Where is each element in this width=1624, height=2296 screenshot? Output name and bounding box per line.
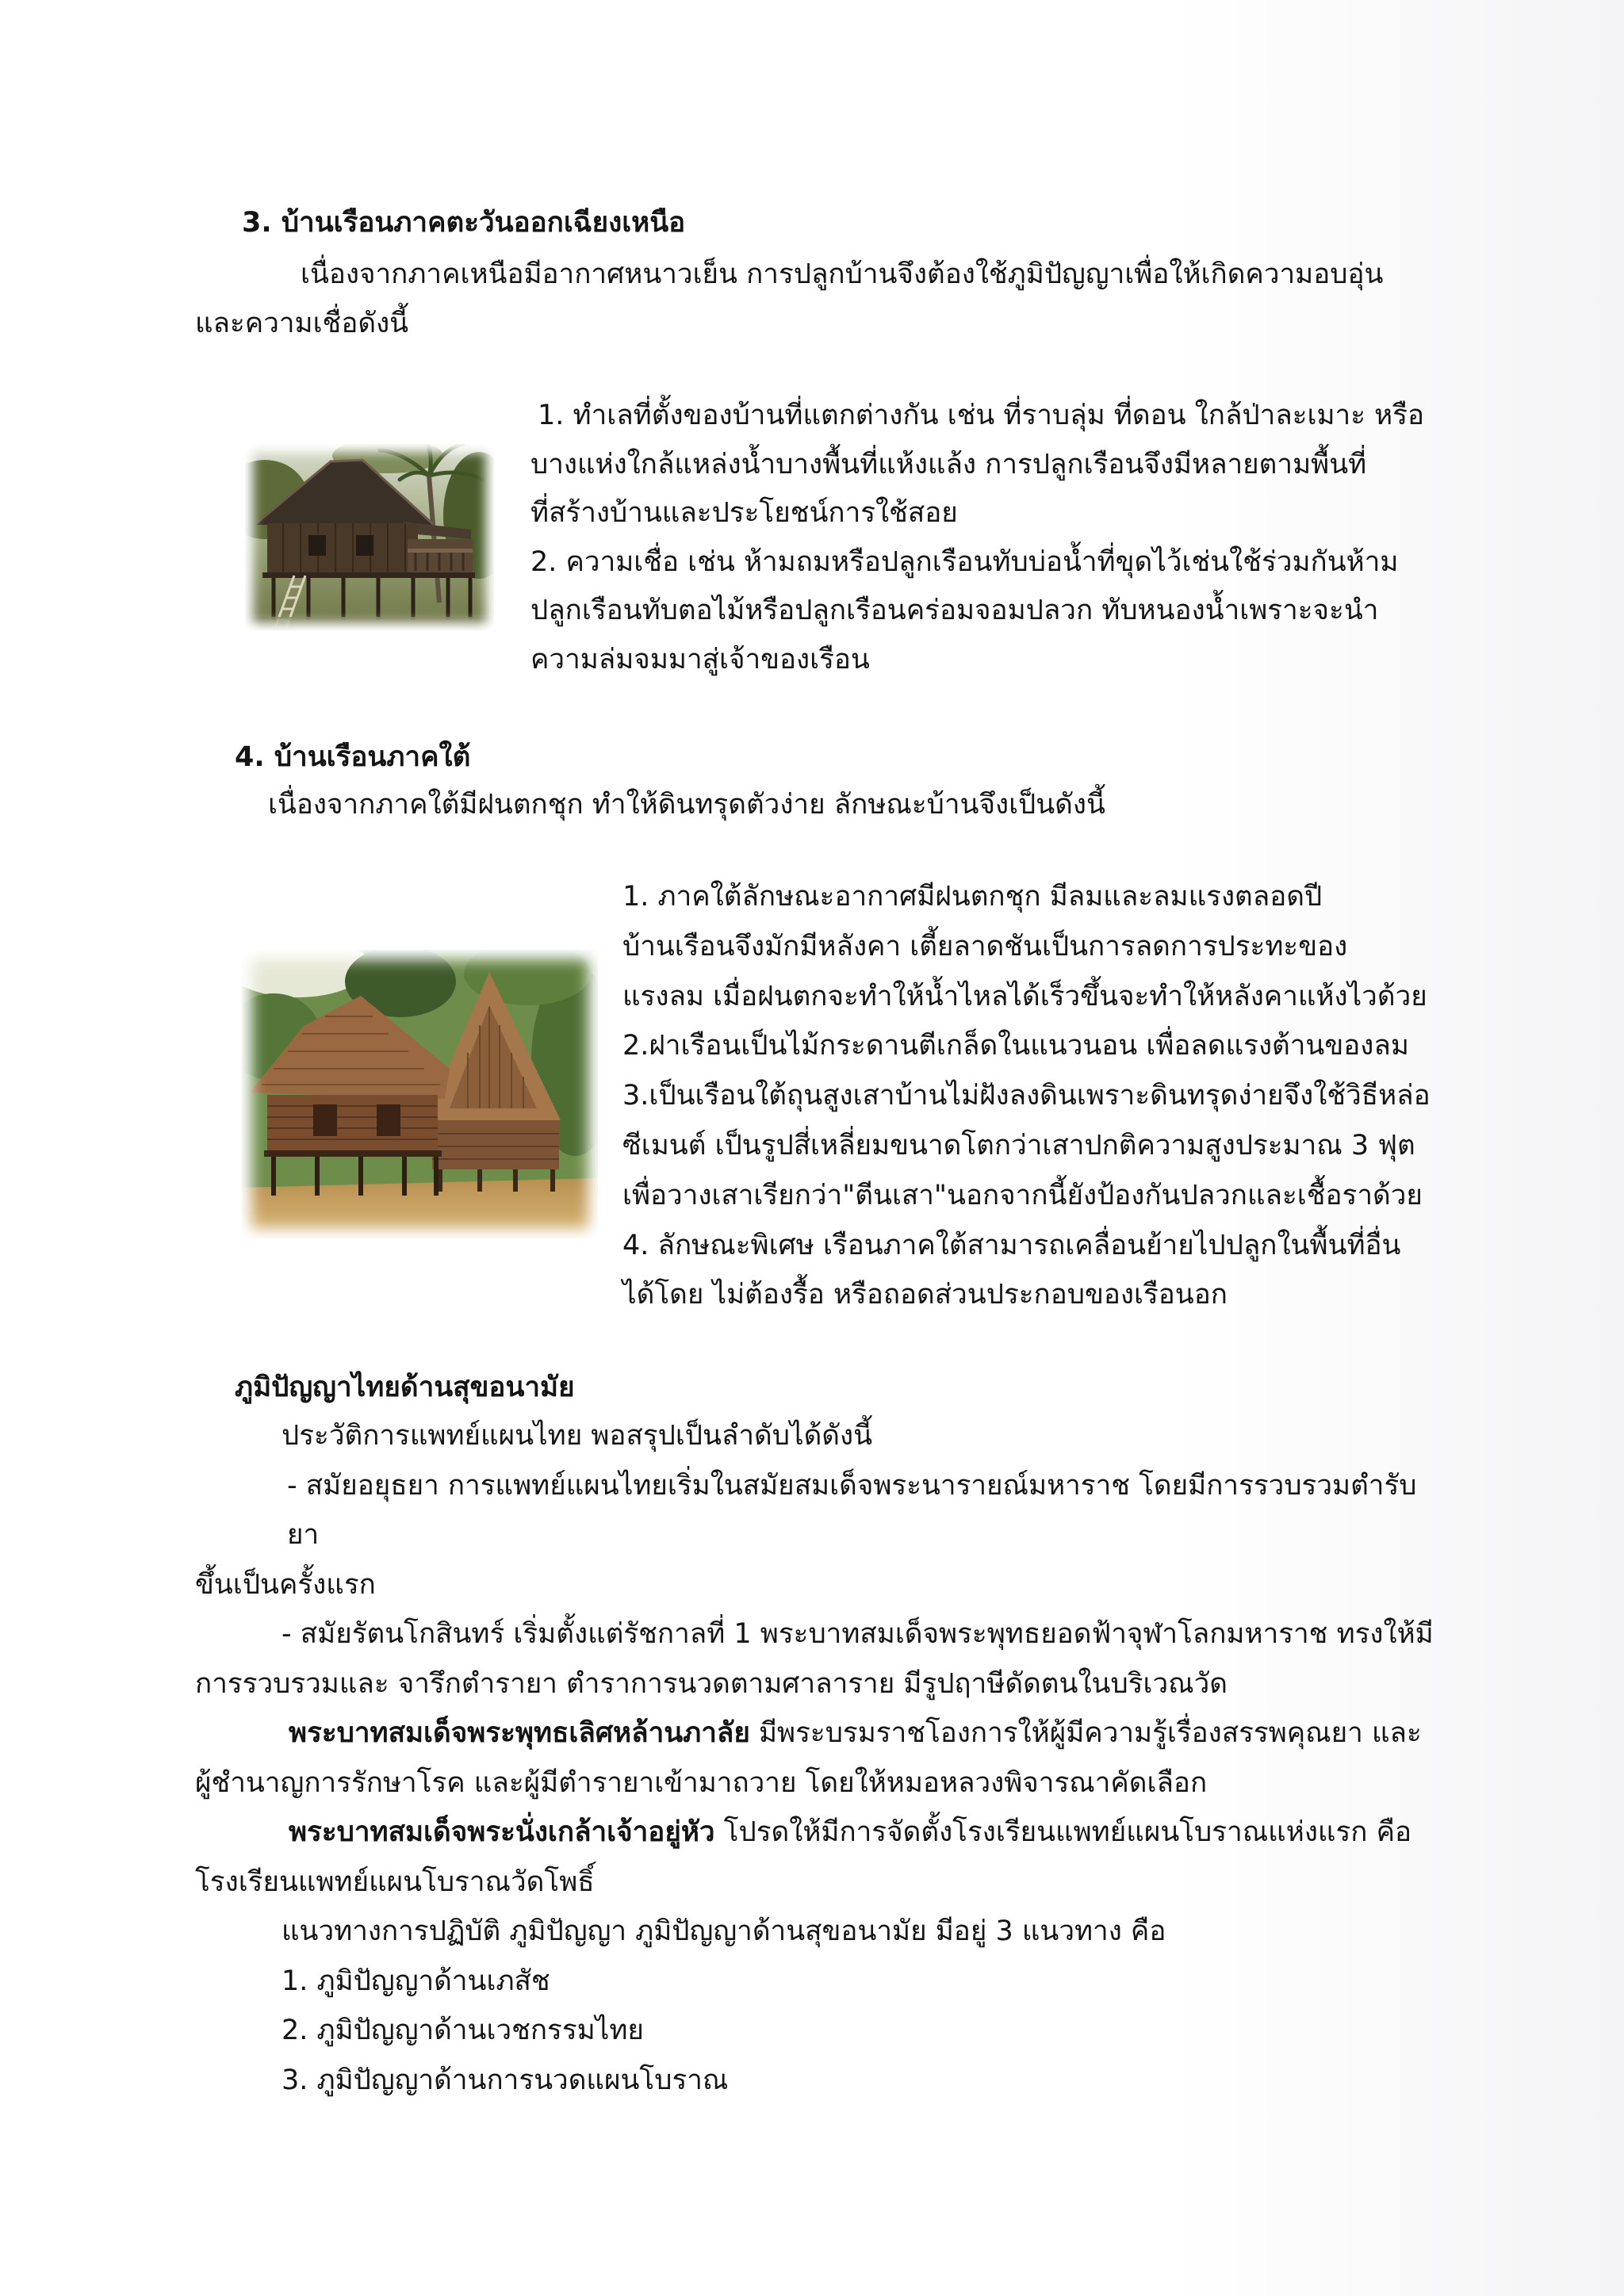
paragraph-line: ผู้ชำนาญการรักษาโรค และผู้มีตำรายาเข้ามาถวาย โดยให้หมอหลวงพิจารณาคัดเลือก — [195, 1766, 1208, 1799]
northeast-details — [530, 392, 1435, 684]
south-house-photo — [242, 950, 598, 1238]
south-house-image — [242, 950, 598, 1238]
paragraph-line: 2. ความเชื่อ เช่น ห้ามถมหรือปลูกเรือนทับบ่อน้ำที่ขุดไว้เช่นใช้ร่วมกันห้าม — [530, 545, 1399, 578]
paragraph-line: เพื่อวางเสาเรียกว่า"ตีนเสา"นอกจากนี้ยังป้องกันปลวกและเชื้อราด้วย — [622, 1179, 1423, 1211]
paragraph-line: 3.เป็นเรือนใต้ถุนสูงเสาบ้านไม่ฝังลงดินเพราะดินทรุดง่ายจึงใช้วิธีหล่อ — [622, 1080, 1431, 1112]
northeast-house-photo — [245, 444, 494, 630]
northeast-intro — [195, 250, 1435, 348]
paragraph-line: เนื่องจากภาคเหนือมีอากาศหนาวเย็น การปลูกบ้านจึงต้องใช้ภูมิปัญญาเพื่อให้เกิดความอบอุ่น — [301, 258, 1384, 290]
paragraph-line: ความล่มจมมาสู่เจ้าของเรือน — [530, 643, 870, 675]
section-heading-south: 4. บ้านเรือนภาคใต้ — [235, 741, 471, 773]
south-details — [622, 872, 1435, 1320]
south-intro: เนื่องจากภาคใต้มีฝนตกชุก ทำให้ดินทรุดตัวง่าย ลักษณะบ้านจึงเป็นดังนี้ — [268, 789, 1105, 821]
king-name-bold: พระบาทสมเด็จพระพุทธเลิศหล้านภาลัย — [289, 1717, 750, 1749]
paragraph-line: - สมัยรัตนโกสินทร์ เริ่มตั้งแต่รัชกาลที่ 1 พระบาทสมเด็จพระพุทธยอดฟ้าจุฬาโลกมหาราช ทรงให้มี — [282, 1618, 1434, 1650]
paragraph-line: 4. ลักษณะพิเศษ เรือนภาคใต้สามารถเคลื่อนย้ายไปปลูกในพื้นที่อื่น — [622, 1229, 1401, 1261]
paragraph-line: 1. ทำเลที่ตั้งของบ้านที่แตกต่างกัน เช่น ที่ราบลุ่ม ที่ดอน ใกล้ป่าละเมาะ หรือ — [538, 400, 1425, 431]
history-intro: ประวัติการแพทย์แผนไทย พอสรุปเป็นลำดับได้ดังนี้ — [282, 1420, 873, 1452]
paragraph-line — [195, 1808, 1435, 1858]
paragraph-line: ขึ้นเป็นครั้งแรก — [195, 1568, 376, 1601]
list-item: 1. ภูมิปัญญาด้านเภสัช — [282, 1965, 550, 1997]
paragraph-line: โรงเรียนแพทย์แผนโบราณวัดโพธิ์ — [195, 1866, 595, 1898]
paragraph-text: โปรดให้มีการจัดตั้งโรงเรียนแพทย์แผนโบราณแห่งแรก คือ — [714, 1816, 1412, 1848]
section-heading-health: ภูมิปัญญาไทยด้านสุขอนามัย — [235, 1372, 575, 1403]
list-item: 2. ภูมิปัญญาด้านเวชกรรมไทย — [282, 2015, 644, 2046]
list-item: 3. ภูมิปัญญาด้านการนวดแผนโบราณ — [282, 2064, 729, 2096]
health-body — [195, 1411, 1435, 2105]
paragraph-line: - สมัยอยุธยา การแพทย์แผนไทยเริ่มในสมัยสมเด็จพระนารายณ์มหาราช โดยมีการรวบรวมตำรับยา — [287, 1469, 1417, 1551]
paragraph-line: การรวบรวมและ จารึกตำรายา ตำราการนวดตามศาลาราย มีรูปฤาษีดัดตนในบริเวณวัด — [195, 1667, 1228, 1700]
paragraph-line: บางแห่งใกล้แหล่งน้ำบางพื้นที่แห้งแล้ง การปลูกเรือนจึงมีหลายตามพื้นที่ — [530, 448, 1367, 480]
paragraph-line: และความเชื่อดังนี้ — [195, 308, 409, 339]
paragraph-line: ที่สร้างบ้านและประโยชน์การใช้สอย — [530, 497, 958, 529]
paragraph-line: ปลูกเรือนทับตอไม้หรือปลูกเรือนคร่อมจอมปลวก ทับหนองน้ำเพราะจะนำ — [530, 595, 1379, 626]
king-name-bold: พระบาทสมเด็จพระนั่งเกล้าเจ้าอยู่หัว — [289, 1816, 715, 1848]
paragraph-line: 1. ภาคใต้ลักษณะอากาศมีฝนตกชุก มีลมและลมแรงตลอดปี — [622, 881, 1323, 913]
paragraph-line: บ้านเรือนจึงมักมีหลังคา เตี้ยลาดชันเป็นการลดการประทะของ — [622, 930, 1348, 962]
paragraph-line: ซีเมนต์ เป็นรูปสี่เหลี่ยมขนาดโตกว่าเสาปกติความสูงประมาณ 3 ฟุต — [622, 1129, 1415, 1161]
paragraph-line: 2.ฝาเรือนเป็นไม้กระดานตีเกล็ดในแนวนอน เพื่อลดแรงต้านของลม — [622, 1030, 1409, 1062]
section-heading-northeast: 3. บ้านเรือนภาคตะวันออกเฉียงเหนือ — [242, 207, 686, 239]
paragraph-line: แรงลม เมื่อฝนตกจะทำให้น้ำไหลได้เร็วขึ้นจะทำให้หลังคาแห้งไวด้วย — [622, 980, 1427, 1012]
northeast-house-image — [245, 444, 494, 630]
paragraph-text: มีพระบรมราชโองการให้ผู้มีความรู้เรื่องสรรพคุณยา และ — [749, 1717, 1422, 1749]
paragraph-line — [195, 1709, 1435, 1758]
paragraph-line: ได้โดย ไม่ต้องรื้อ หรือถอดส่วนประกอบของเรือนอก — [622, 1279, 1228, 1311]
approach-intro: แนวทางการปฏิบัติ ภูมิปัญญา ภูมิปัญญาด้านสุขอนามัย มีอยู่ 3 แนวทาง คือ — [282, 1915, 1166, 1947]
